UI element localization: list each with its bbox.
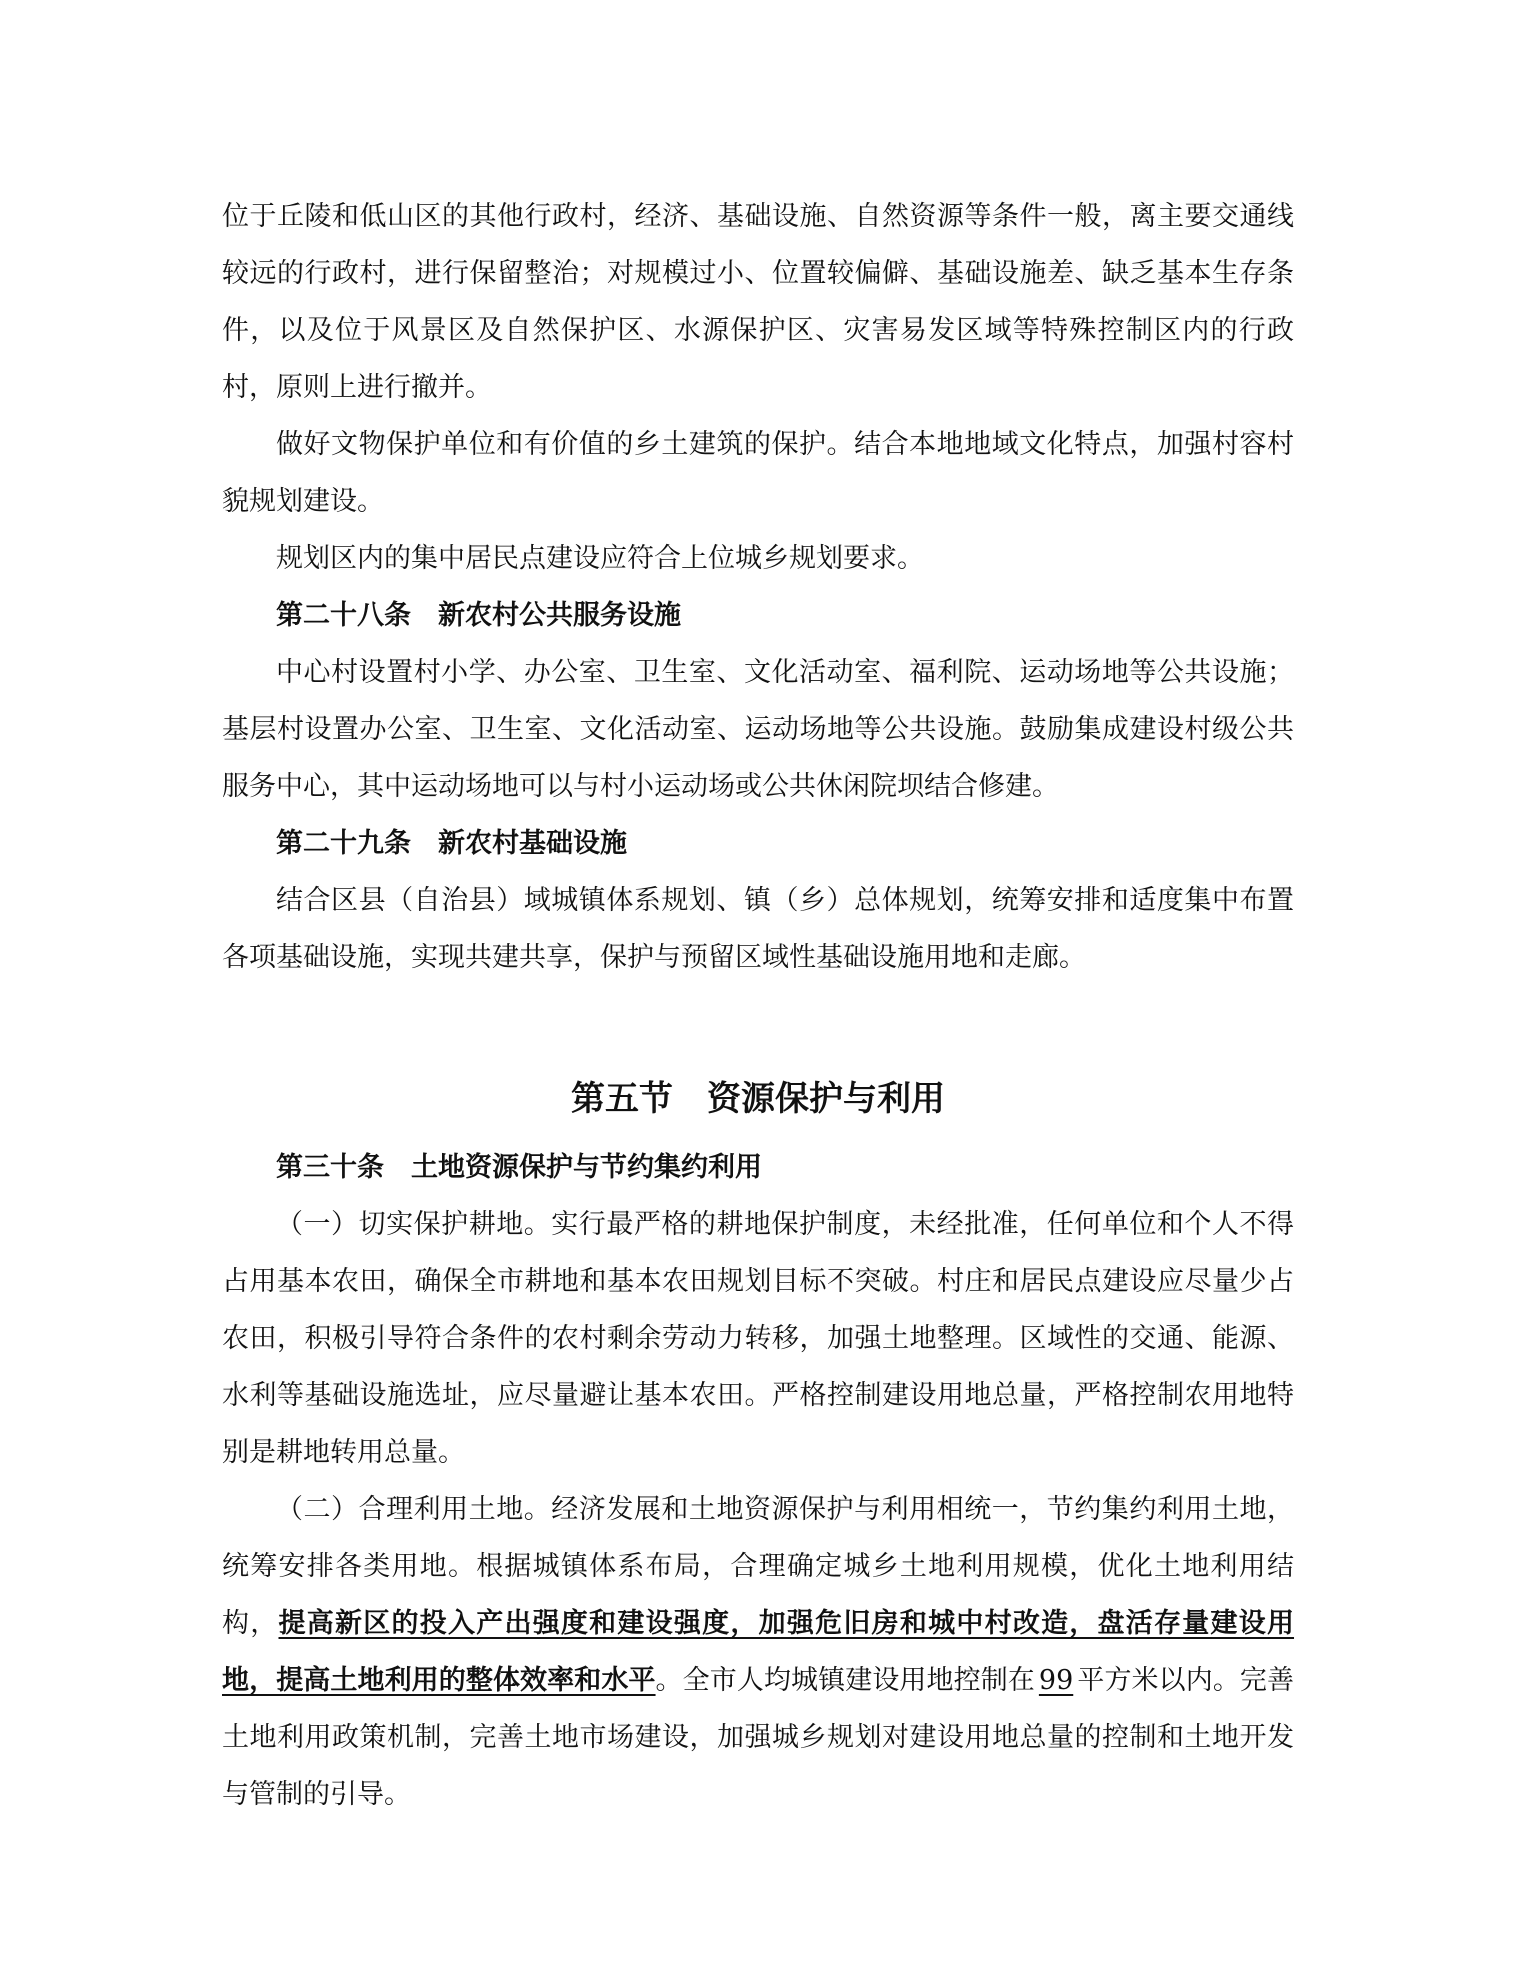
- paragraph-village-consolidation: 位于丘陵和低山区的其他行政村，经济、基础设施、自然资源等条件一般，离主要交通线较远的行政村，进行保留整治；对规模过小、位置较偏僻、基础设施差、缺乏基本生存条件，以及位于风景区及自然保护区、水源保护区、灾害易发区域等特殊控制区内的行政村，原则上进行撤并。: [222, 201, 1294, 403]
- item-2-text-start: （二）合理利用土地。经济发展和土地资源保护与利用相统一，节约集约利用土地，统筹安排各类用地。根据城镇体系布局，合理确定城乡土地利用规模，优化土地利用结构，: [222, 1494, 1294, 1639]
- article-28-body: 中心村设置村小学、办公室、卫生室、文化活动室、福利院、运动场地等公共设施；基层村设置办公室、卫生室、文化活动室、运动场地等公共设施。鼓励集成建设村级公共服务中心，其中运动场地可以与村小运动场或公共休闲院坝结合修建。: [222, 657, 1294, 802]
- article-28-heading: 第二十八条 新农村公共服务设施: [276, 600, 681, 631]
- article-30-item-1: （一）切实保护耕地。实行最严格的耕地保护制度，未经批准，任何单位和个人不得占用基本农田，确保全市耕地和基本农田规划目标不突破。村庄和居民点建设应尽量少占农田，积极引导符合条件的农村剩余劳动力转移，加强土地整理。区域性的交通、能源、水利等基础设施选址，应尽量避让基本农田。严格控制建设用地总量，严格控制农用地特别是耕地转用总量。: [222, 1209, 1294, 1468]
- article-30-item-2: [222, 1481, 1294, 1823]
- article-29-heading: 第二十九条 新农村基础设施: [276, 828, 627, 859]
- paragraph-settlement-planning: 规划区内的集中居民点建设应符合上位城乡规划要求。: [276, 543, 924, 574]
- item-2-text-end: 平方米以内。完善土地利用政策机制，完善土地市场建设，加强城乡规划对建设用地总量的控制和土地开发与管制的引导。: [222, 1665, 1295, 1810]
- article-30-heading: 第三十条 土地资源保护与节约集约利用: [276, 1152, 762, 1183]
- paragraph-heritage-protection: 做好文物保护单位和有价值的乡土建筑的保护。结合本地地域文化特点，加强村容村貌规划建设。: [222, 429, 1294, 517]
- document-page: [222, 188, 1294, 1823]
- land-quota-number: 99: [1038, 1665, 1074, 1696]
- item-2-emphasis: 提高新区的投入产出强度和建设强度，加强危旧房和城中村改造，盘活存量建设用地，提高土地利用的整体效率和水平: [222, 1608, 1295, 1696]
- item-2-text-middle: 。全市人均城镇建设用地控制在: [655, 1665, 1035, 1696]
- section-5-title: 第五节 资源保护与利用: [571, 1079, 945, 1119]
- article-29-body: 结合区县（自治县）域城镇体系规划、镇（乡）总体规划，统筹安排和适度集中布置各项基础设施，实现共建共享，保护与预留区域性基础设施用地和走廊。: [222, 885, 1294, 973]
